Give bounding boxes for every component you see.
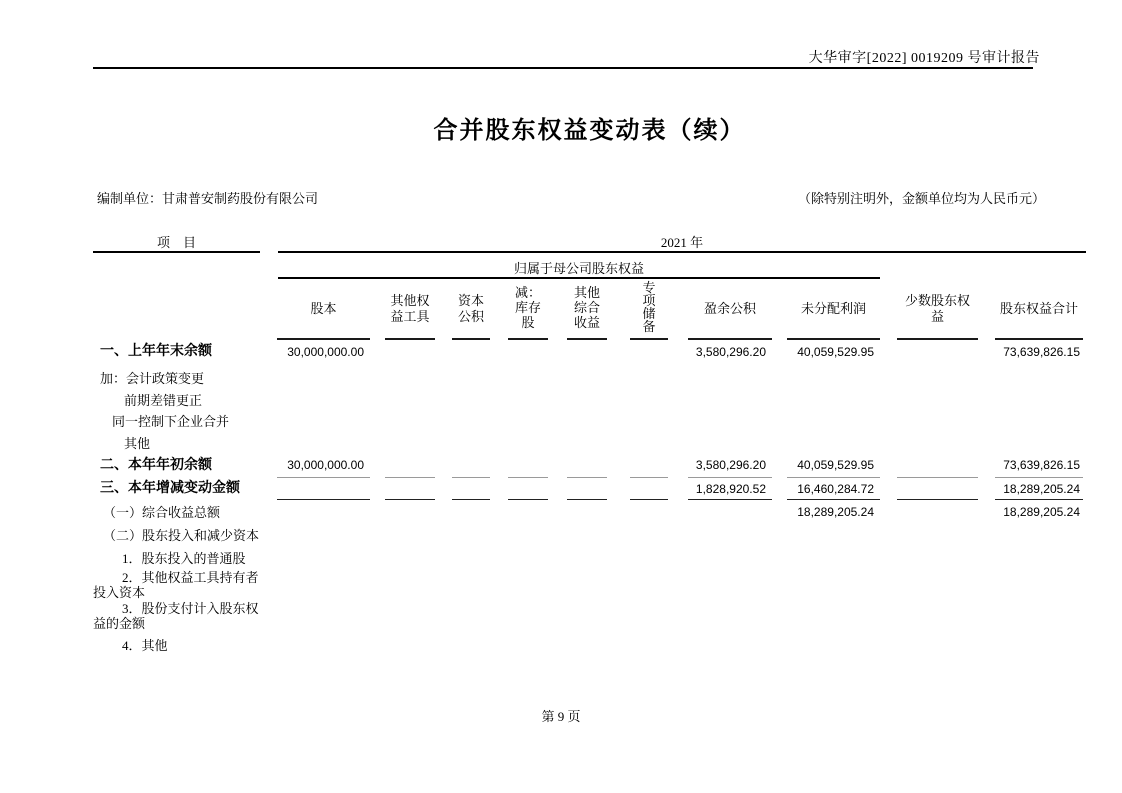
opening-balance-row-underline <box>688 477 772 478</box>
opening-balance-row-underline <box>508 477 548 478</box>
column-header-line: 益工具 <box>390 309 430 324</box>
opening-balance-row-underline <box>995 477 1083 478</box>
opening-balance-row-underline <box>567 477 607 478</box>
row-label-other-equity-holders-line2: 投入资本 <box>93 585 146 600</box>
column-header-line: 益 <box>930 309 944 324</box>
column-header-underline <box>630 338 668 340</box>
opening-balance-row-underline <box>277 477 370 478</box>
column-header-line: 股 <box>521 315 535 330</box>
row-label-owner-contributions: （二）股东投入和减少资本 <box>103 528 260 543</box>
row-label-share-based-payment-line2: 益的金额 <box>93 616 146 631</box>
column-header-line: 其他权 <box>390 293 430 308</box>
row-label-current-year-opening-balance: 二、本年年初余额 <box>100 458 212 473</box>
column-header-share-capital <box>277 301 370 317</box>
change-row-underline <box>787 499 880 500</box>
cell-undistributed-profit-opening: 40,059,529.95 <box>797 458 874 472</box>
column-header-other-comprehensive-income <box>567 285 607 330</box>
column-header-special-reserve <box>630 281 668 333</box>
column-header-line: 项 <box>642 293 656 308</box>
column-header-line: 资本 <box>457 293 484 308</box>
column-header-line: 专 <box>642 280 656 295</box>
report-number: 大华审字[2022] 0019209 号审计报告 <box>808 51 1040 66</box>
item-column-header: 项 目 <box>156 235 196 250</box>
change-row-underline <box>630 499 668 500</box>
opening-balance-row-underline <box>385 477 435 478</box>
column-header-surplus-reserve <box>688 301 772 317</box>
column-header-capital-reserve <box>452 293 490 325</box>
row-label-total-comprehensive-income: （一）综合收益总额 <box>103 505 221 520</box>
column-header-minority-interest <box>897 293 978 325</box>
year-header-rule <box>278 251 1086 253</box>
column-header-line: 未分配利润 <box>800 301 866 316</box>
cell-total-equity-comprehensive-income: 18,289,205.24 <box>1003 505 1080 519</box>
parent-equity-group-rule <box>278 277 880 279</box>
change-row-underline <box>452 499 490 500</box>
cell-surplus-reserve-change: 1,828,920.52 <box>695 482 766 496</box>
row-label-other-contribution: 4．其他 <box>122 638 168 653</box>
column-header-underline <box>385 338 435 340</box>
prepared-by: 编制单位：甘肃普安制药股份有限公司 <box>97 191 319 206</box>
column-header-line: 其他 <box>573 285 600 300</box>
column-header-underline <box>995 338 1083 340</box>
change-row-underline <box>508 499 548 500</box>
column-header-undistributed-profit <box>787 301 880 317</box>
column-header-underline <box>452 338 490 340</box>
page-number: 第 9 页 <box>541 709 581 724</box>
cell-total-equity-opening: 73,639,826.15 <box>1003 458 1080 472</box>
column-header-line: 股东权益合计 <box>999 301 1078 316</box>
column-header-underline <box>688 338 772 340</box>
column-header-line: 少数股东权 <box>904 293 970 308</box>
opening-balance-row-underline <box>630 477 668 478</box>
row-label-ordinary-shares-contributed: 1．股东投入的普通股 <box>122 551 246 566</box>
opening-balance-row-underline <box>787 477 880 478</box>
column-header-underline <box>508 338 548 340</box>
row-label-other-adjustment: 其他 <box>124 436 151 451</box>
column-header-line: 备 <box>642 319 656 334</box>
opening-balance-row-underline <box>897 477 978 478</box>
row-label-prior-error-correction: 前期差错更正 <box>124 393 203 408</box>
cell-undistributed-profit-comprehensive-income: 18,289,205.24 <box>797 505 874 519</box>
change-row-underline <box>688 499 772 500</box>
page-title: 合并股东权益变动表（续） <box>433 118 746 144</box>
column-header-underline <box>897 338 978 340</box>
cell-undistributed-profit-change: 16,460,284.72 <box>797 482 874 496</box>
row-label-share-based-payment-line1: 3．股份支付计入股东权 <box>122 601 259 616</box>
column-header-line: 股本 <box>310 301 337 316</box>
cell-share-capital-opening: 30,000,000.00 <box>287 458 364 472</box>
row-label-other-equity-holders-line1: 2．其他权益工具持有者 <box>122 570 259 585</box>
unit-note: （除特别注明外，金额单位均为人民币元） <box>797 191 1045 206</box>
item-header-rule <box>93 251 260 253</box>
column-header-line: 公积 <box>457 309 484 324</box>
row-label-accounting-policy-change: 加：会计政策变更 <box>100 371 205 386</box>
column-header-line: 库存 <box>514 300 541 315</box>
column-header-other-equity-instruments <box>385 293 435 325</box>
column-header-underline <box>787 338 880 340</box>
row-label-current-year-change: 三、本年增减变动金额 <box>100 481 240 496</box>
column-header-line: 综合 <box>573 300 600 315</box>
change-row-underline <box>277 499 370 500</box>
row-label-common-control-merger: 同一控制下企业合并 <box>112 414 230 429</box>
column-header-line: 盈余公积 <box>703 301 756 316</box>
cell-undistributed-profit-prior-year-end: 40,059,529.95 <box>797 345 874 359</box>
column-header-line: 储 <box>642 306 656 321</box>
parent-equity-group-header: 归属于母公司股东权益 <box>513 261 644 276</box>
column-header-line: 减： <box>514 285 541 300</box>
column-header-underline <box>567 338 607 340</box>
column-header-total-equity <box>995 301 1083 317</box>
row-label-prior-year-end-balance: 一、上年年末余额 <box>100 344 212 359</box>
opening-balance-row-underline <box>452 477 490 478</box>
cell-surplus-reserve-prior-year-end: 3,580,296.20 <box>695 345 766 359</box>
column-header-underline <box>277 338 370 340</box>
column-header-less-treasury-stock <box>508 285 548 330</box>
cell-total-equity-prior-year-end: 73,639,826.15 <box>1003 345 1080 359</box>
change-row-underline <box>567 499 607 500</box>
change-row-underline <box>897 499 978 500</box>
change-row-underline <box>385 499 435 500</box>
cell-share-capital-prior-year-end: 30,000,000.00 <box>287 345 364 359</box>
cell-total-equity-change: 18,289,205.24 <box>1003 482 1080 496</box>
year-header: 2021 年 <box>660 235 704 250</box>
change-row-underline <box>995 499 1083 500</box>
column-header-line: 收益 <box>573 315 600 330</box>
cell-surplus-reserve-opening: 3,580,296.20 <box>695 458 766 472</box>
